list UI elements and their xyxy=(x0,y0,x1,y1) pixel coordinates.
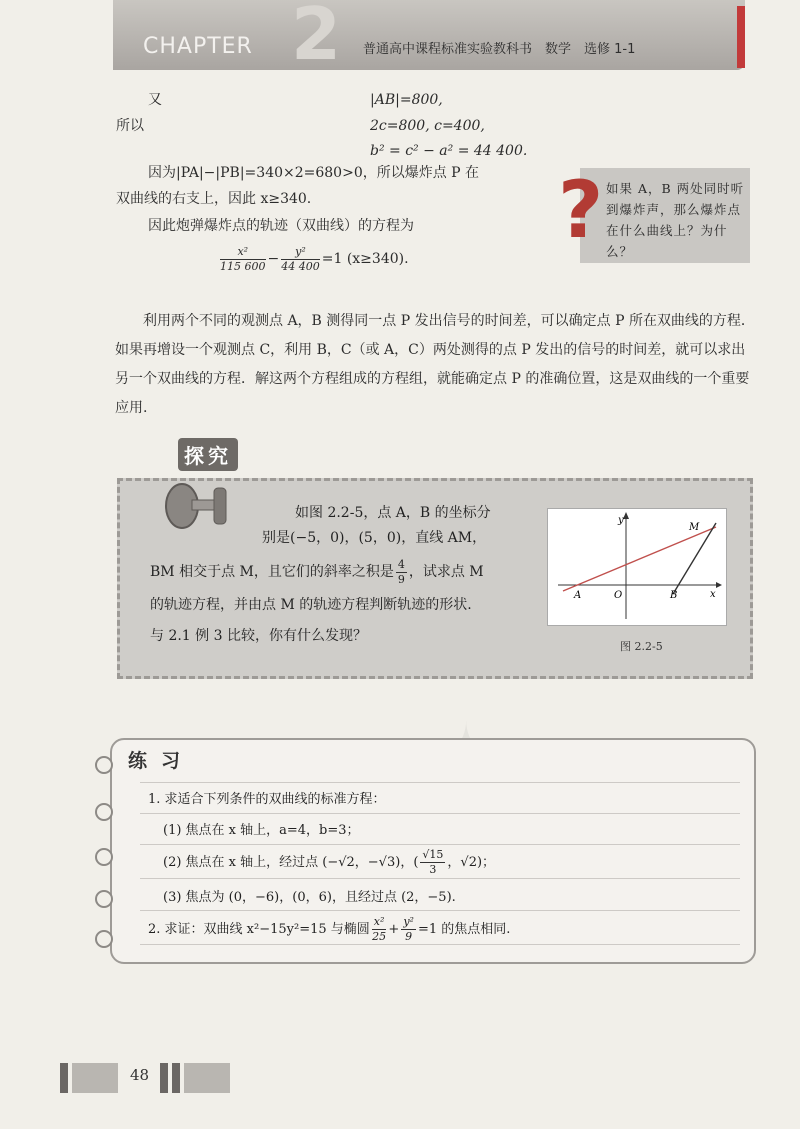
book-title: 普通高中课程标准实验教科书 数学 选修 1-1 xyxy=(363,42,636,57)
binder-ring-icon xyxy=(95,803,113,821)
explore-line-5: 与 2.1 例 3 比较，你有什么发现？ xyxy=(150,628,367,644)
exercise-1-2: (2) 焦点在 x 轴上，经过点 (−√2，−√3)，( $\frac{√15}{3}$ ，√2)； xyxy=(163,848,496,876)
rule-line xyxy=(140,944,740,945)
fraction-x-25: $\frac{\text{x²}}{25}$ xyxy=(372,915,387,943)
footer-bar xyxy=(160,1063,168,1093)
x-axis-arrow-icon xyxy=(716,582,722,588)
chapter-label: CHAPTER xyxy=(143,34,253,59)
explore-title: 探究 xyxy=(178,438,238,471)
fraction-y-9: $\frac{\text{y²}}{9}$ xyxy=(403,915,414,943)
exercise-1-1: (1) 焦点在 x 轴上，a=4，b=3； xyxy=(163,823,360,838)
equation-ab: |AB|=800, xyxy=(370,92,443,108)
y-axis-arrow-icon xyxy=(623,512,629,519)
fraction-x: $\frac{\text{x²}}{115 600}$ xyxy=(220,244,266,273)
slope-fraction: $\frac{4}{9}$ xyxy=(397,557,405,586)
binder-ring-icon xyxy=(95,848,113,866)
page-number: 48 xyxy=(130,1066,150,1084)
exercise-1: 1. 求适合下列条件的双曲线的标准方程： xyxy=(148,792,386,807)
label-you: 又 xyxy=(148,92,162,108)
binder-ring-icon xyxy=(95,756,113,774)
exercise-2: 2. 求证：双曲线 x²−15y²=15 与椭圆 $\frac{\text{x²}}{25}$ + $\frac{\text{y²}}{9}$ =1 的焦点相同. xyxy=(148,915,511,943)
line-am xyxy=(563,527,716,591)
rule-line xyxy=(140,844,740,845)
label-x: x xyxy=(710,589,716,600)
application-paragraph: 利用两个不同的观测点 A，B 测得同一点 P 发出信号的时间差，可以确定点 P 所在双曲线的方程．如果再增设一个观测点 C，利用 B，C（或 A，C）两处测得的点 P 发出的信号的时间差，就可以求出另一个双曲线的方程．解这两个方程组成的方程组，就能确定点 P 的准确位置，这是双曲线的一个重要应用. xyxy=(115,313,755,416)
paragraph-trajectory-intro: 因此炮弹爆炸点的轨迹（双曲线）的方程为 xyxy=(148,218,414,234)
figure-caption: 图 2.2-5 xyxy=(620,640,663,653)
exercise-title: 练习 xyxy=(128,750,195,772)
explore-line-4: 的轨迹方程，并由点 M 的轨迹方程判断轨迹的形状. xyxy=(150,597,472,613)
fraction-sqrt15: $\frac{√15}{3}$ xyxy=(422,848,444,876)
label-b: B xyxy=(670,590,678,601)
line-bm xyxy=(673,523,716,594)
label-o: O xyxy=(614,590,623,601)
label-suoyi: 所以 xyxy=(116,118,144,134)
side-note-text: 如果 A，B 两处同时听到爆炸声，那么爆炸点在什么曲线上？为什么？ xyxy=(606,181,745,259)
equation-b-squared: b² = c² − a² = 44 400. xyxy=(370,143,528,159)
rule-line xyxy=(140,813,740,814)
label-m: M xyxy=(689,522,700,533)
binder-ring-icon xyxy=(95,890,113,908)
equation-c: 2c=800, c=400, xyxy=(370,118,485,134)
chapter-header xyxy=(113,0,745,76)
fraction-y: $\frac{\text{y²}}{44 400}$ xyxy=(281,244,320,273)
exercise-1-3: (3) 焦点为 (0，−6)，(0，6)，且经过点 (2，−5). xyxy=(163,890,456,905)
explore-line-2: 别是(−5，0)，(5，0)，直线 AM， xyxy=(262,530,487,546)
header-accent-bar xyxy=(737,6,745,68)
question-mark-icon: ? xyxy=(558,166,604,256)
rule-line xyxy=(140,878,740,879)
footer-bar xyxy=(72,1063,118,1093)
chapter-number: 2 xyxy=(291,0,340,76)
rule-line xyxy=(140,782,740,783)
explore-line-3: BM 相交于点 M，且它们的斜率之积是 $\frac{4}{9}$ ，试求点 M xyxy=(150,557,484,586)
paragraph-right-branch-2: 双曲线的右支上，因此 x≥340. xyxy=(116,191,312,207)
figure-2-2-5 xyxy=(547,508,727,626)
footer-bar xyxy=(60,1063,68,1093)
paragraph-right-branch-1: 因为|PA|−|PB|=340×2=680>0，所以爆炸点 P 在 xyxy=(148,165,480,181)
footer-bar xyxy=(172,1063,180,1093)
key-icon xyxy=(152,466,232,546)
rule-line xyxy=(140,910,740,911)
explore-line-1: 如图 2.2-5，点 A，B 的坐标分 xyxy=(295,505,491,521)
label-a: A xyxy=(574,590,582,601)
binder-ring-icon xyxy=(95,930,113,948)
hyperbola-equation: $\frac{\text{x²}}{115 600}$ − $\frac{\text{y²}}{44 400}$ =1 (x≥340). xyxy=(220,244,409,273)
footer-bar xyxy=(184,1063,230,1093)
label-y: y xyxy=(618,515,624,526)
